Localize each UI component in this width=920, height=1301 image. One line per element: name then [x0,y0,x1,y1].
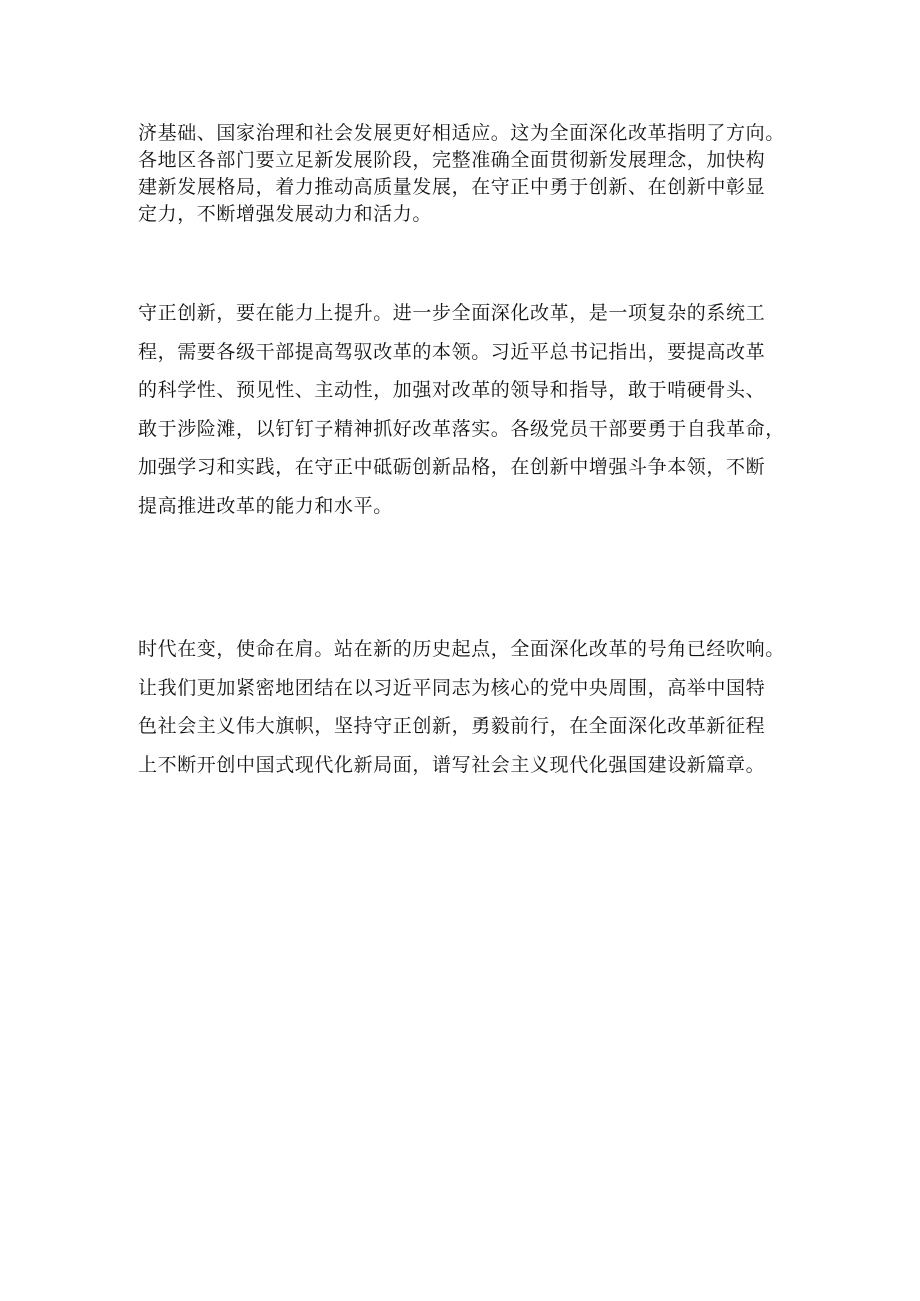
paragraph-line: 定力，不断增强发展动力和活力。 [138,203,433,225]
paragraph-line: 守正创新，要在能力上提升。进一步全面深化改革，是一项复杂的系统工 [138,302,766,324]
paragraph-1 [138,120,808,228]
paragraph-2 [138,294,808,526]
paragraph-line: 让我们更加紧密地团结在以习近平同志为核心的党中央周围，高举中国特 [138,676,766,699]
paragraph-line: 各地区各部门要立足新发展阶段，完整准确全面贯彻新发展理念，加快构 [138,149,766,171]
paragraph-line: 时代在变，使命在肩。站在新的历史起点，全面深化改革的号角已经吹响。 [138,638,785,660]
paragraph-3 [138,630,808,784]
paragraph-line: 色社会主义伟大旗帜，坚持守正创新，勇毅前行，在全面深化改革新征程 [138,715,766,738]
paragraph-line: 加强学习和实践，在守正中砥砺创新品格，在创新中增强斗争本领，不断 [138,456,766,479]
paragraph-line: 的科学性、预见性、主动性，加强对改革的领导和指导，敢于啃硬骨头、 [138,379,766,402]
paragraph-line: 提高推进改革的能力和水平。 [138,494,393,517]
paragraph-line: 建新发展格局，着力推动高质量发展，在守正中勇于创新、在创新中彰显 [138,176,766,198]
paragraph-line: 济基础、国家治理和社会发展更好相适应。这为全面深化改革指明了方向。 [138,122,785,144]
paragraph-line: 程，需要各级干部提高驾驭改革的本领。习近平总书记指出，要提高改革 [138,340,766,363]
paragraph-line: 上不断开创中国式现代化新局面，谱写社会主义现代化强国建设新篇章。 [138,753,766,776]
paragraph-line: 敢于涉险滩，以钉钉子精神抓好改革落实。各级党员干部要勇于自我革命， [138,417,785,440]
